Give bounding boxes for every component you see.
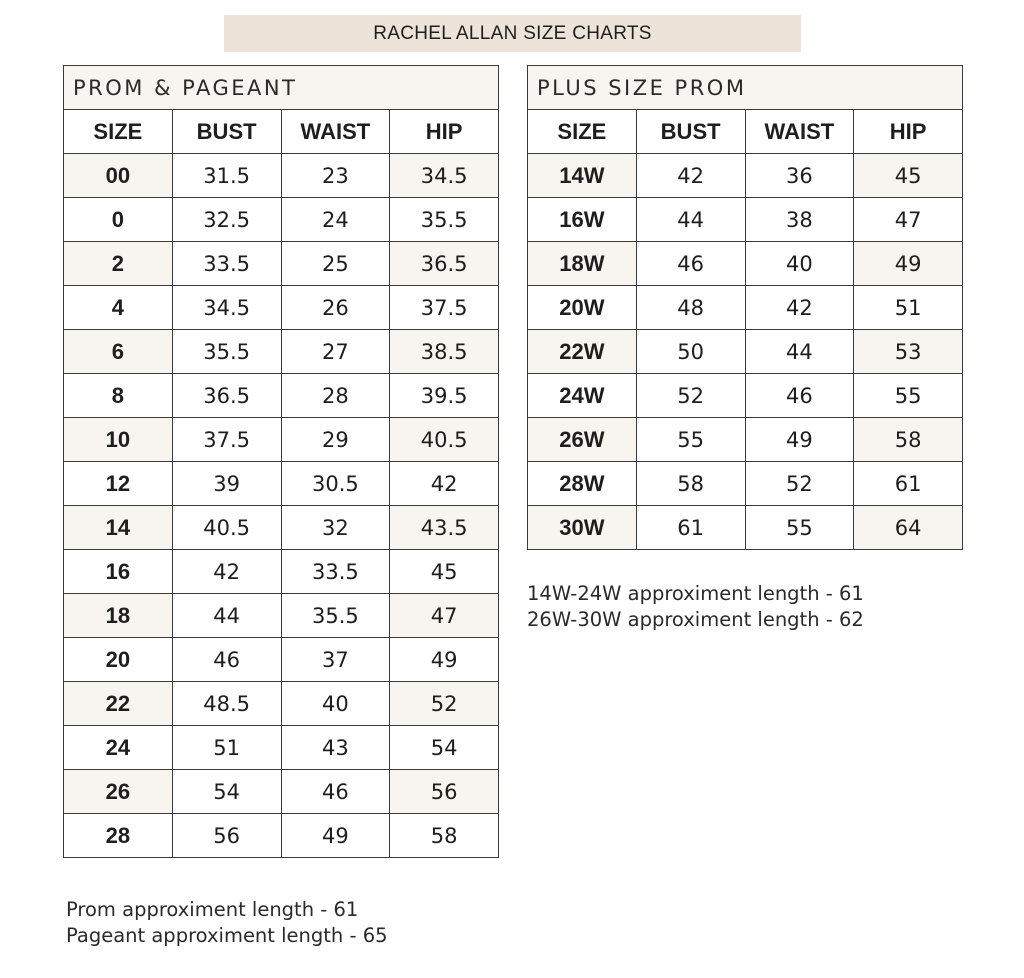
- size-cell: 30W: [528, 506, 637, 550]
- waist-cell: 55: [745, 506, 854, 550]
- table-row: [64, 374, 499, 418]
- size-cell: 18W: [528, 242, 637, 286]
- bust-cell: 35.5: [172, 330, 281, 374]
- bust-cell: 39: [172, 462, 281, 506]
- bust-cell: 54: [172, 770, 281, 814]
- waist-cell: 27: [281, 330, 390, 374]
- bust-cell: 42: [636, 154, 745, 198]
- bust-cell: 48.5: [172, 682, 281, 726]
- table-row: [64, 638, 499, 682]
- plus-size-prom-table: [527, 65, 963, 550]
- table-row: [64, 770, 499, 814]
- size-cell: 26: [64, 770, 173, 814]
- prom-pageant-note: Pageant approximent length - 65: [66, 924, 388, 947]
- hip-cell: 53: [854, 330, 963, 374]
- bust-cell: 37.5: [172, 418, 281, 462]
- table-row: [64, 242, 499, 286]
- hip-cell: 39.5: [390, 374, 499, 418]
- waist-cell: 36: [745, 154, 854, 198]
- bust-cell: 55: [636, 418, 745, 462]
- hip-cell: 37.5: [390, 286, 499, 330]
- hip-cell: 38.5: [390, 330, 499, 374]
- size-cell: 12: [64, 462, 173, 506]
- size-cell: 28: [64, 814, 173, 858]
- table-row: [64, 418, 499, 462]
- bust-cell: 51: [172, 726, 281, 770]
- table-row: [528, 286, 963, 330]
- waist-cell: 26: [281, 286, 390, 330]
- plus-size-length-notes: [527, 581, 864, 633]
- hip-cell: 55: [854, 374, 963, 418]
- waist-cell: 35.5: [281, 594, 390, 638]
- prom-pageant-note: Prom approximent length - 61: [66, 898, 359, 921]
- size-cell: 10: [64, 418, 173, 462]
- size-cell: 28W: [528, 462, 637, 506]
- waist-cell: 44: [745, 330, 854, 374]
- table-row: [64, 286, 499, 330]
- bust-cell: 44: [172, 594, 281, 638]
- waist-cell: 43: [281, 726, 390, 770]
- size-cell: 14W: [528, 154, 637, 198]
- column-header-size: SIZE: [64, 110, 173, 154]
- waist-cell: 32: [281, 506, 390, 550]
- table-row: [528, 330, 963, 374]
- column-header-hip: HIP: [390, 110, 499, 154]
- column-header-bust: BUST: [636, 110, 745, 154]
- hip-cell: 47: [854, 198, 963, 242]
- table-row: [64, 682, 499, 726]
- waist-cell: 28: [281, 374, 390, 418]
- waist-cell: 38: [745, 198, 854, 242]
- hip-cell: 45: [390, 550, 499, 594]
- plus-size-table-title: PLUS SIZE PROM: [528, 66, 963, 110]
- waist-cell: 42: [745, 286, 854, 330]
- waist-cell: 24: [281, 198, 390, 242]
- bust-cell: 48: [636, 286, 745, 330]
- size-cell: 22: [64, 682, 173, 726]
- hip-cell: 61: [854, 462, 963, 506]
- size-cell: 18: [64, 594, 173, 638]
- bust-cell: 50: [636, 330, 745, 374]
- hip-cell: 49: [854, 242, 963, 286]
- bust-cell: 58: [636, 462, 745, 506]
- size-cell: 22W: [528, 330, 637, 374]
- column-header-bust: BUST: [172, 110, 281, 154]
- bust-cell: 56: [172, 814, 281, 858]
- size-cell: 24W: [528, 374, 637, 418]
- waist-cell: 25: [281, 242, 390, 286]
- table-row: [64, 154, 499, 198]
- waist-cell: 49: [745, 418, 854, 462]
- bust-cell: 34.5: [172, 286, 281, 330]
- waist-cell: 46: [745, 374, 854, 418]
- hip-cell: 42: [390, 462, 499, 506]
- plus-size-note: 14W-24W approximent length - 61: [527, 582, 864, 605]
- table-row: [528, 242, 963, 286]
- bust-cell: 52: [636, 374, 745, 418]
- hip-cell: 45: [854, 154, 963, 198]
- table-row: [64, 594, 499, 638]
- waist-cell: 30.5: [281, 462, 390, 506]
- table-row: [64, 550, 499, 594]
- hip-cell: 51: [854, 286, 963, 330]
- waist-cell: 49: [281, 814, 390, 858]
- hip-cell: 52: [390, 682, 499, 726]
- hip-cell: 54: [390, 726, 499, 770]
- table-row: [528, 462, 963, 506]
- hip-cell: 49: [390, 638, 499, 682]
- size-cell: 20W: [528, 286, 637, 330]
- hip-cell: 43.5: [390, 506, 499, 550]
- bust-cell: 32.5: [172, 198, 281, 242]
- prom-pageant-length-notes: [66, 897, 388, 949]
- page-title: RACHEL ALLAN SIZE CHARTS: [224, 15, 801, 52]
- table-row: [528, 506, 963, 550]
- table-row: [528, 198, 963, 242]
- waist-cell: 40: [281, 682, 390, 726]
- table-row: [64, 814, 499, 858]
- bust-cell: 33.5: [172, 242, 281, 286]
- waist-cell: 23: [281, 154, 390, 198]
- bust-cell: 31.5: [172, 154, 281, 198]
- waist-cell: 37: [281, 638, 390, 682]
- size-cell: 20: [64, 638, 173, 682]
- column-header-hip: HIP: [854, 110, 963, 154]
- size-cell: 4: [64, 286, 173, 330]
- size-cell: 16: [64, 550, 173, 594]
- column-header-size: SIZE: [528, 110, 637, 154]
- bust-cell: 40.5: [172, 506, 281, 550]
- table-row: [64, 462, 499, 506]
- column-header-waist: WAIST: [281, 110, 390, 154]
- prom-pageant-header-row: [64, 110, 499, 154]
- table-row: [528, 418, 963, 462]
- waist-cell: 46: [281, 770, 390, 814]
- size-cell: 14: [64, 506, 173, 550]
- hip-cell: 58: [854, 418, 963, 462]
- waist-cell: 29: [281, 418, 390, 462]
- hip-cell: 34.5: [390, 154, 499, 198]
- bust-cell: 36.5: [172, 374, 281, 418]
- size-cell: 0: [64, 198, 173, 242]
- hip-cell: 47: [390, 594, 499, 638]
- table-row: [528, 154, 963, 198]
- hip-cell: 58: [390, 814, 499, 858]
- prom-pageant-table-title: PROM & PAGEANT: [64, 66, 499, 110]
- hip-cell: 36.5: [390, 242, 499, 286]
- plus-size-note: 26W-30W approximent length - 62: [527, 608, 864, 631]
- column-header-waist: WAIST: [745, 110, 854, 154]
- bust-cell: 46: [172, 638, 281, 682]
- table-row: [64, 330, 499, 374]
- bust-cell: 46: [636, 242, 745, 286]
- hip-cell: 35.5: [390, 198, 499, 242]
- table-row: [64, 726, 499, 770]
- waist-cell: 33.5: [281, 550, 390, 594]
- size-cell: 26W: [528, 418, 637, 462]
- hip-cell: 56: [390, 770, 499, 814]
- bust-cell: 44: [636, 198, 745, 242]
- size-cell: 24: [64, 726, 173, 770]
- table-row: [64, 198, 499, 242]
- waist-cell: 52: [745, 462, 854, 506]
- table-row: [528, 374, 963, 418]
- bust-cell: 42: [172, 550, 281, 594]
- size-cell: 2: [64, 242, 173, 286]
- size-cell: 6: [64, 330, 173, 374]
- table-row: [64, 506, 499, 550]
- waist-cell: 40: [745, 242, 854, 286]
- hip-cell: 64: [854, 506, 963, 550]
- size-cell: 00: [64, 154, 173, 198]
- size-cell: 8: [64, 374, 173, 418]
- bust-cell: 61: [636, 506, 745, 550]
- prom-pageant-size-table: [63, 65, 499, 858]
- hip-cell: 40.5: [390, 418, 499, 462]
- plus-size-header-row: [528, 110, 963, 154]
- size-cell: 16W: [528, 198, 637, 242]
